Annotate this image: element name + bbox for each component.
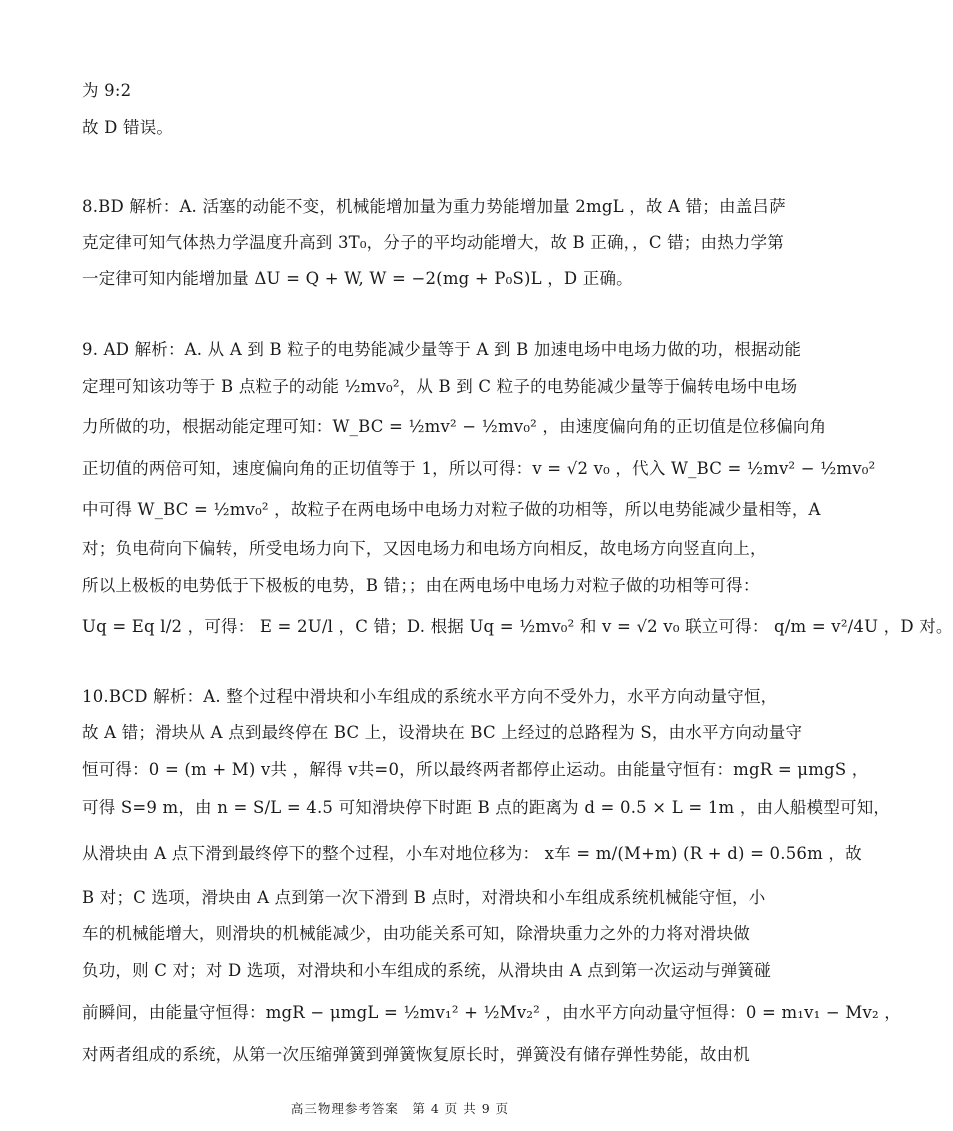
text-line-21: 负功，则 C 对；对 D 选项，对滑块和小车组成的系统，从滑块由 A 点到第一次运动与弹簧碰 <box>82 961 771 980</box>
text-line-6: 9. AD 解析：A. 从 A 到 B 粒子的电势能减少量等于 A 到 B 加速电场中电场力做的功，根据动能 <box>82 340 802 359</box>
text-line-9: 正切值的两倍可知，速度偏向角的正切值等于 1，所以可得：v = √2 v₀ ，代入 W_BC = ½mv² − ½mv₀² <box>82 459 876 478</box>
text-line-3: 8.BD 解析：A. 活塞的动能不变，机械能增加量为重力势能增加量 2mgL ，故 A 错；由盖吕萨 <box>82 197 786 216</box>
text-line-1: 为 9:2 <box>82 81 132 100</box>
text-line-16: 恒可得：0 = (m + M) v共 ，解得 v共=0，所以最终两者都停止运动。由能量守恒有：mgR = μmgS ， <box>82 760 869 779</box>
text-line-8: 力所做的功，根据动能定理可知：W_BC = ½mv² − ½mv₀² ，由速度偏向角的正切值是位移偏向角 <box>82 417 827 436</box>
text-line-11: 对；负电荷向下偏转，所受电场力向下，又因电场力和电场方向相反，故电场方向竖直向上， <box>82 539 767 558</box>
text-line-23: 对两者组成的系统，从第一次压缩弹簧到弹簧恢复原长时，弹簧没有储存弹性势能，故由机 <box>82 1045 750 1064</box>
text-line-7: 定理可知该功等于 B 点粒子的动能 ½mv₀²，从 B 到 C 粒子的电势能减少量等于偏转电场中电场 <box>82 377 798 396</box>
text-line-10: 中可得 W_BC = ½mv₀² ，故粒子在两电场中电场力对粒子做的功相等，所以电势能减少量相等，A <box>82 500 821 519</box>
text-line-15: 故 A 错；滑块从 A 点到最终停在 BC 上，设滑块在 BC 上经过的总路程为 S，由水平方向动量守 <box>82 723 803 742</box>
text-line-14: 10.BCD 解析：A. 整个过程中滑块和小车组成的系统水平方向不受外力，水平方向动量守恒， <box>82 687 778 706</box>
page-footer: 高三物理参考答案 第 4 页 共 9 页 <box>290 1101 510 1116</box>
text-line-13: Uq = Eq l/2 ，可得： E = 2U/l ，C 错；D. 根据 Uq = ½mv₀² 和 v = √2 v₀ 联立可得： q/m = v²/4U ，D 对。 <box>82 617 953 636</box>
text-line-2: 故 D 错误。 <box>82 118 174 137</box>
text-line-4: 克定律可知气体热力学温度升高到 3T₀，分子的平均动能增大，故 B 正确，，C 错；由热力学第 <box>82 233 784 252</box>
text-line-5: 一定律可知内能增加量 ΔU = Q + W, W = −2(mg + P₀S)L ，D 正确。 <box>82 269 633 288</box>
text-line-17: 可得 S=9 m，由 n = S/L = 4.5 可知滑块停下时距 B 点的距离为 d = 0.5 × L = 1m ，由人船模型可知， <box>82 798 891 817</box>
text-line-20: 车的机械能增大，则滑块的机械能减少，由功能关系可知，除滑块重力之外的力将对滑块做 <box>82 924 750 943</box>
text-line-22: 前瞬间，由能量守恒得：mgR − μmgL = ½mv₁² + ½Mv₂² ，由水平方向动量守恒得：0 = m₁v₁ − Mv₂ ， <box>82 1003 901 1022</box>
text-line-12: 所以上极板的电势低于下极板的电势，B 错；；由在两电场中电场力对粒子做的功相等可得： <box>82 576 760 595</box>
text-line-18: 从滑块由 A 点下滑到最终停下的整个过程，小车对地位移为： x车 = m/(M+m) (R + d) = 0.56m ，故 <box>82 844 862 863</box>
text-line-19: B 对；C 选项，滑块由 A 点到第一次下滑到 B 点时，对滑块和小车组成系统机械能守恒，小 <box>82 888 766 907</box>
